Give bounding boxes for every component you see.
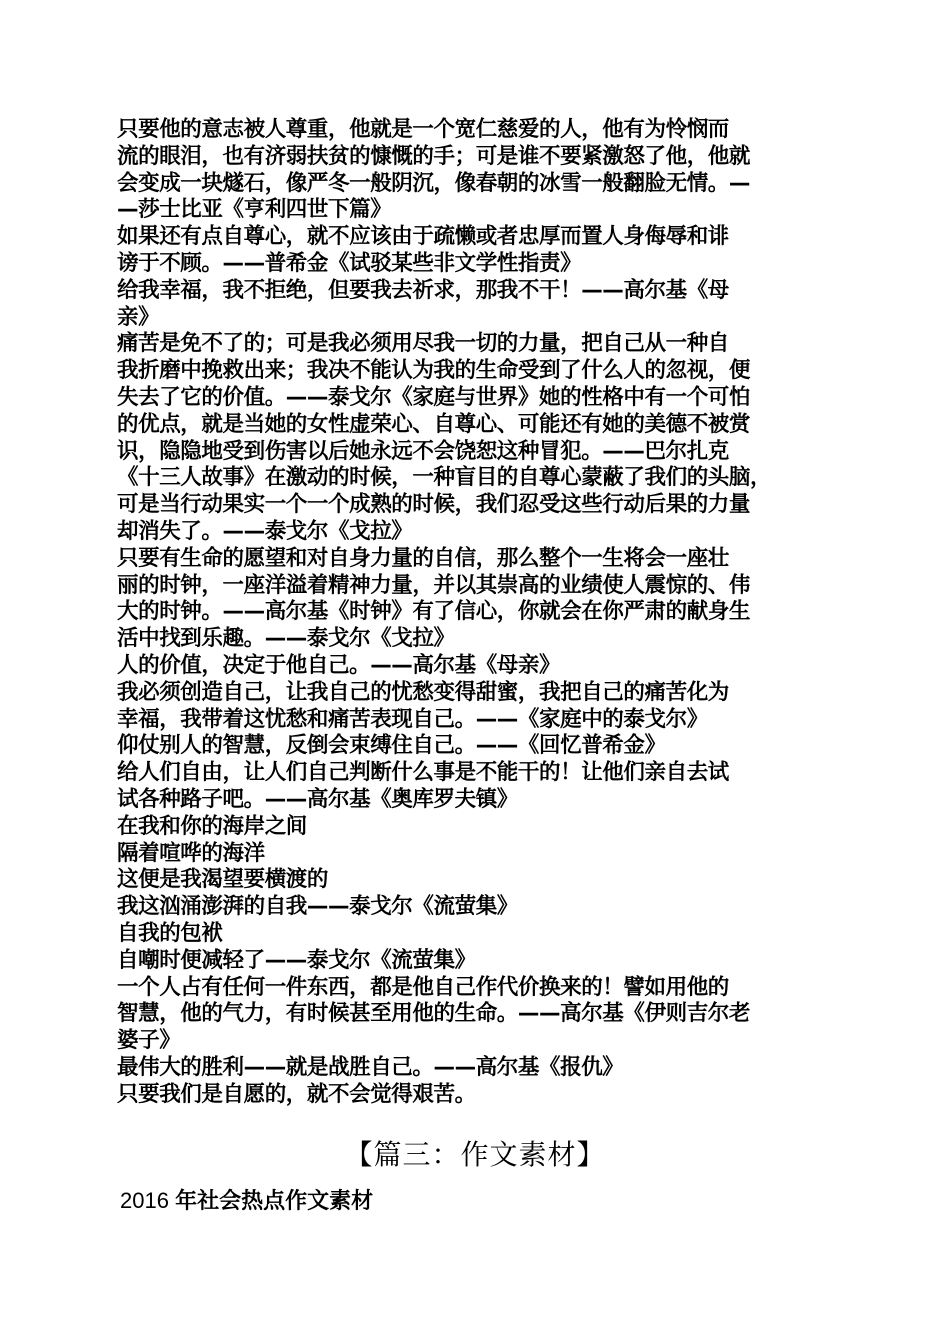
text-line: 最伟大的胜利——就是战胜自己。——高尔基《报仇》 [117,1054,624,1080]
text-line: 自嘲时便减轻了——泰戈尔《流萤集》 [117,947,476,973]
text-line: 我折磨中挽救出来；我决不能认为我的生命受到了什么人的忽视，便 [117,358,751,384]
text-line: 痛苦是免不了的；可是我必须用尽我一切的力量，把自己从一种自 [117,331,729,357]
text-line: 给我幸福，我不拒绝，但要我去祈求，那我不干！——高尔基《母 [117,277,729,303]
text-line: 人的价值，决定于他自己。——高尔基《母亲》 [117,652,561,678]
text-line: 我这汹涌澎湃的自我——泰戈尔《流萤集》 [117,894,518,920]
text-line: 一个人占有任何一件东西，都是他自己作代价换来的！譬如用他的 [117,974,729,1000]
text-line: 隔着喧哗的海洋 [117,840,265,866]
text-line: 《十三人故事》在激动的时候，一种盲目的自尊心蒙蔽了我们的头脑， [117,465,772,491]
text-line: 在我和你的海岸之间 [117,813,307,839]
text-line: 却消失了。——泰戈尔《戈拉》 [117,518,413,544]
text-line: 活中找到乐趣。——泰戈尔《戈拉》 [117,626,455,652]
text-line: 流的眼泪，也有济弱扶贫的慷慨的手；可是谁不要紧激怒了他，他就 [117,143,751,169]
text-line: 幸福，我带着这忧愁和痛苦表现自己。——《家庭中的泰戈尔》 [117,706,708,732]
text-line: 如果还有点自尊心，就不应该由于疏懒或者忠厚而置人身侮辱和诽 [117,224,729,250]
text-line: 亲》 [117,304,160,330]
text-line: 可是当行动果实一个一个成熟的时候，我们忍受这些行动后果的力量 [117,492,751,518]
text-line: 智慧，他的气力，有时候甚至用他的生命。——高尔基《伊则吉尔老 [117,1001,751,1027]
text-line: 丽的时钟，一座洋溢着精神力量，并以其崇高的业绩使人震惊的、伟 [117,572,751,598]
text-line: 这便是我渴望要横渡的 [117,867,329,893]
section-heading: 【篇三：作文素材】 [344,1138,606,1171]
subheading-year: 2016 [120,1188,169,1213]
quote-text-block [117,117,847,1108]
text-line: 大的时钟。——高尔基《时钟》有了信心，你就会在你严肃的献身生 [117,599,751,625]
text-line: 仰仗别人的智慧，反倒会束缚住自己。——《回忆普希金》 [117,733,666,759]
text-line: 只要有生命的愿望和对自身力量的自信，那么整个一生将会一座壮 [117,545,729,571]
text-line: 谤于不顾。——普希金《试驳某些非文学性指责》 [117,250,582,276]
text-line: 试各种路子吧。——高尔基《奥库罗夫镇》 [117,786,518,812]
text-line: 我必须创造自己，让我自己的忧愁变得甜蜜，我把自己的痛苦化为 [117,679,729,705]
subheading-text: 年社会热点作文素材 [175,1189,374,1214]
text-line: 识，隐隐地受到伤害以后她永远不会饶恕这种冒犯。——巴尔扎克 [117,438,729,464]
text-line: 婆子》 [117,1028,181,1054]
text-line: 的优点，就是当她的女性虚荣心、自尊心、可能还有她的美德不被赏 [117,411,751,437]
text-line: 失去了它的价值。——泰戈尔《家庭与世界》她的性格中有一个可怕 [117,384,751,410]
text-line: 只要他的意志被人尊重，他就是一个宽仁慈爱的人，他有为怜悯而 [117,117,729,142]
text-line: 只要我们是自愿的，就不会觉得艰苦。 [117,1081,476,1107]
text-line: —莎士比亚《亨利四世下篇》 [117,197,392,223]
text-line: 给人们自由，让人们自己判断什么事是不能干的！让他们亲自去试 [117,760,729,786]
text-line: 会变成一块燧石，像严冬一般阴沉，像春朝的冰雪一般翻脸无情。— [117,170,751,196]
subheading [120,1186,373,1217]
text-line: 自我的包袱 [117,920,223,946]
